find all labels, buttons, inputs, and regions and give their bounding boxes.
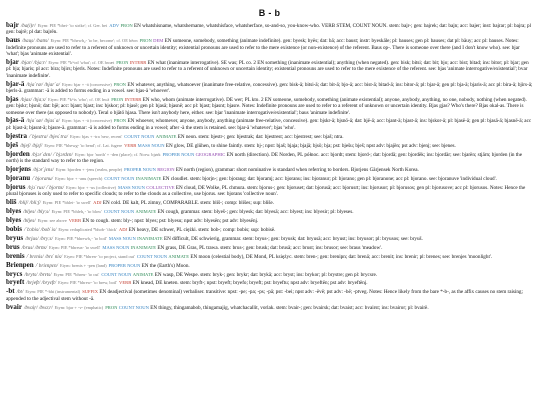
entry-grammar-tag: COUNT NOUN <box>136 253 168 259</box>
entry-grammar-tag: ADJ <box>118 226 128 232</box>
entry-grammar-tag: ANIMATE <box>155 133 177 139</box>
entry-grammar-tag: GEOGRAPHIC <box>195 151 226 157</box>
entry-pronunciation: /bjar/ /bjaːr/ <box>20 59 47 66</box>
entry-grammar-tag: MASS NOUN <box>102 244 130 250</box>
entry-pronunciation: /bvai̯r/ /bvaːr/ <box>23 304 53 311</box>
dictionary-entry <box>6 142 533 149</box>
entry-grammar-tag: MASS NOUN <box>118 184 145 190</box>
entry-pronunciation: /bjɔrˈjɛns/ <box>32 166 54 173</box>
entry-etymology: Etym: PIE *bhewh₂- 'to be, become'; cf. OE bēon <box>50 38 138 44</box>
dictionary-entry <box>6 22 533 36</box>
entry-etymology: Etym: bjor + -us (collective) <box>65 184 117 190</box>
entry-headword: bjas-ä <box>6 116 25 125</box>
entry-pronunciation: /ˈbriɛnpɛn/ <box>35 262 58 269</box>
entry-headword: bjas <box>6 94 19 103</box>
entry-grammar-tag: ANIMATE <box>168 253 190 259</box>
entry-grammar-tag: COUNT NOUN <box>104 175 135 181</box>
entry-definition: EN to cough. stem: bly-; npst: blyes; pst: blyesu; npst adv: blyesën; pst adv: blyesënj. <box>82 217 259 224</box>
entry-pronunciation: /bljes/ <box>23 217 36 224</box>
entry-grammar-tag: COUNT NOUN <box>101 271 132 277</box>
entry-definition: EN the (Earth's) Moon. <box>141 262 190 269</box>
entry-headword: bjorjens <box>6 164 31 173</box>
entry-definition: EN who, whom (animate interrogative). DE wer; PL kto. 2 EN someone, somebody, something (animate existential); anyone, anybody, anything, no one, nobody, nothing (when negated). gen: bjskr; bjsnö; dat: bjë; acc: bjant; bjast; ins: bjskor; pl: bjasë; gen pl: bjasä; bjasnë; acc pl: bjast; bjasnt; bjasre. Notes: Indefinite pronouns are used to refer to a referent of unknown or uncertain identity. Bjas gjas? Who's there? Bjas okal-as. There is someone over there (as opposed to nobody). Teral o bjätö hjasa. There isn't anybody here, either. see: bjar 'inanimate interrogative/existential'; baus 'animate indefinite'. <box>6 96 527 116</box>
dictionary-entry <box>6 166 533 173</box>
entry-grammar-tag: COUNT NOUN <box>104 208 135 214</box>
entry-grammar-tag: VERB <box>68 217 82 223</box>
entry-definition: EN whatshisname, whatshername, whatshisface, whatsherface, so-and-so, you-know-who. VERB STEM, COUNT NOUN. stem: bajr-; gen: bajrek; dat: bajn; acc: bajer; inst: bajrar; pl: bajra; pl gen: bajrë; pl dat: bajrën. <box>6 23 532 36</box>
entry-pronunciation: /brjeft/ /bryɛft/ <box>26 280 57 287</box>
entry-grammar-tag: MASS NOUN <box>108 235 136 241</box>
dictionary-entry <box>6 59 533 79</box>
dictionary-entry <box>6 288 533 302</box>
dictionary-entry <box>6 226 533 233</box>
entry-definition: EN neon. stem: bjestr-; gen: bjestrak; dat: bjestrest; acc: bjestrest; see: bjaš; ntra. <box>177 133 344 140</box>
entry-pronunciation: /bau̯s/ /baʊs/ <box>22 38 49 45</box>
entry-etymology: Etym: bjas + -tra 'new, recent' <box>69 133 123 139</box>
dictionary-entry <box>6 271 533 278</box>
entry-pronunciation: /bjaˈsæ/ /bjasˈa/ <box>26 118 60 125</box>
entry-etymology: Etym: bjar + -ä (concessive) <box>61 81 112 87</box>
entry-headword: bjar <box>6 57 19 66</box>
entry-etymology: Etym: PIE *-bhi (instrumental) <box>25 289 81 295</box>
entry-pronunciation: /bjas/ /bjaːs/ <box>20 96 47 103</box>
entry-grammar-tag: ANIMATE <box>132 271 154 277</box>
entry-etymology: Etym: bjas + -ä (concessive) <box>61 118 112 124</box>
entry-grammar-tag: INTERR <box>129 59 147 65</box>
entry-headword: brus <box>6 242 20 251</box>
dictionary-entry <box>6 304 533 311</box>
entry-headword: Brienpen <box>6 260 34 269</box>
entry-etymology: Etym: bjar + -v- (emphatic) <box>54 304 104 310</box>
entry-grammar-tag: ANIMATE <box>135 208 157 214</box>
dictionary-entry <box>6 117 533 131</box>
dictionary-entry <box>6 253 533 260</box>
entry-etymology: Etym: PIE *bhren- 'to project, stand out' <box>64 253 135 259</box>
entry-definition: EN someone, somebody, something (animate indefinite). gen: byesk; byës; dat: bä; acc: baust; instr: byeskäle; pl: bauses; gen pl: bauses; dat pl: bäuy; acc pl: bauses. Notes: Indefinite pronouns are used to refer to a referent of unknown or uncertain identity; existential pronouns are used to refer to the mere existence (or non-existence) of the referent. Baus op-. There is someone over there (and I don't know who). see: bjar 'what'; bjas 'animate existential'. <box>6 38 520 57</box>
entry-definition: EN cough, grammar. stem: blyeš-; gen: blyesk; dat: blyesä; acc: blyest; ins: blyesir; pl: blyeses. <box>157 208 354 215</box>
entry-grammar-tag: COUNT NOUN <box>118 304 149 310</box>
entry-definition: EN cloud, DE Wolke, PL chmura. stem: bjorus-; gen: bjoruset; dat: bjorusä; acc: bjorusrt; ins: bjorusor; pl: bjorusos; gen pl: bjorusove; acc pl: bjorusos. Notes: Hence the plural bjoruses is only used to refer to specific clouds; to refer to the clouds as a collective, use bjorus. see: bjorans 'collective noun'. <box>6 184 526 198</box>
entry-pronunciation: /bjɔrˈdɛn/ /ˈbjɔrdɛn/ <box>31 151 73 158</box>
entry-pronunciation: /bljes/ /blyːs/ <box>23 208 50 215</box>
entry-headword: -bt <box>6 287 15 296</box>
dictionary-entry <box>6 279 533 286</box>
entry-headword: bjorus <box>6 182 26 191</box>
entry-headword: bliš <box>6 198 17 207</box>
dictionary-entry <box>6 208 533 215</box>
entry-definition: EN whatever, anything, whatsoever (inanimate free-relative, concessive). gen: bisk-ä; bitsi-ä; dat: bit-ä; bjo-ä; acc: bist-ä; bitad-ä; ins: bitor-ä; pl: bjar-ä; gen pl: bja-ä; bjaris-ä; acc pl: bira-ä; bjirs-ä; bjerls-ä. grammar: -ä is added to forms ending in a vowel. see: bjas-ä 'whoever'. <box>6 81 533 94</box>
entry-headword: bobis <box>6 224 22 233</box>
entry-pronunciation: /bliʃ/ /bliːʃ/ <box>18 200 41 207</box>
entry-grammar-tag: ADJ <box>93 200 102 206</box>
entry-etymology: Etym: PIE *bhleh₁- 'to blow' <box>51 208 103 214</box>
entry-definition: EN moon (celestial body), DE Mond, PL księżyc. stem: bren-; gen: brenipn; dat: brenä; acc: brenit; ins: brenir; pl: brenes; see: brenjes 'moonlight'. <box>190 253 493 260</box>
entry-grammar-tag: PROPER NOUN <box>162 151 195 157</box>
entry-grammar-tag: REGION <box>157 166 175 172</box>
dictionary-entry <box>6 151 533 165</box>
entry-definition: EN cold. DE kalt, PL zimny, COMPARABLE. stem: bliš-; comp: blišes; sup: bliše. <box>102 200 274 207</box>
entry-headword: blyes <box>6 215 22 224</box>
entry-definition: EN cloudlet. stem: bjorjn-; gen: bjorang; dat: bjoramj; acc: bjoranu; ins: bjoranur; pl: bjorano; gen pl: bjoranone; acc pl: bjorano. see: bjoranuve 'individual cloud'. <box>162 175 497 182</box>
dictionary-entry <box>6 81 533 95</box>
entry-pronunciation: /brjus/ /bryːs/ <box>25 235 53 242</box>
entry-headword: bjoranu <box>6 173 31 182</box>
entry-pronunciation: /ˈbjoranu/ <box>32 175 53 182</box>
entry-headword: brycs <box>6 269 23 278</box>
entry-grammar-tag: INANIMATE <box>135 175 162 181</box>
entry-etymology: Etym: PIE *bhreus- 'to swell' <box>49 244 101 250</box>
entry-grammar-tag: ADV <box>109 23 120 28</box>
entry-definition: EN north (region), grammar: short nominative is standard when referring to borders. Bjorjens Gärjensek North Korea. <box>175 166 419 173</box>
entry-grammar-tag: MASS NOUN <box>137 142 165 148</box>
entry-grammar-tag: DEM <box>153 38 164 44</box>
entry-headword: bjar-ä <box>6 79 25 88</box>
entry-definition: EN whoever, whomever, anyone, anybody, anything (animate free-relative, concessive). gen: bjskr-ä; bjsnö-ä; dat: bjë-ä; acc: bjant-ä; bjast-ä; ins: bjskor-ä; pl: bjasë-ä; gen pl: bjasä-ä; bjasnë-ä; acc pl: bjast-ä; bjasnt-ä; bjasre-ä. grammar: -ä is added to forms ending in a vowel; after -ä the stem is retained. see: bjar-ä 'whatever'; bjas 'who'. <box>6 118 532 131</box>
entry-grammar-tag: PRON <box>105 304 118 310</box>
dictionary-entry <box>6 184 533 198</box>
dictionary-entry <box>6 133 533 140</box>
entry-definition: EN wasp, DE Wespe. stem: bryk-; gen: brykr; dat: brykä; acc: bryst; ins: brykor; pl: brystre; gen pl: brycsre. <box>154 271 378 278</box>
entry-pronunciation: /bt/ <box>16 289 24 296</box>
entry-grammar-tag: VERB <box>124 142 137 148</box>
dictionary-entry <box>6 262 533 269</box>
entry-grammar-tag: PRON <box>113 81 127 87</box>
entry-grammar-tag: COUNT NOUN <box>124 133 155 139</box>
entry-headword: brenis <box>6 251 25 260</box>
entry-definition: EN heavy, DE schwer, PL ciężki. stem: bob-; comp: bobis; sup: bobisë. <box>128 226 276 233</box>
dictionary-entry <box>6 37 533 57</box>
entry-headword: bvair <box>6 302 22 311</box>
entry-pronunciation: /bryts/ /brʏts/ <box>24 271 52 278</box>
entry-pronunciation: /ba(i)r/ <box>20 23 36 29</box>
entry-definition: EN knead, DE kneten. stem: bryft-; npst: bryeft; bryefo; bryeft; pst: bryeftu; npst adv: bryeftën; pst adv: bryeftënj. <box>132 280 368 287</box>
entry-pronunciation: /bjɔˈrus/ /ˈbjorʊs/ <box>27 184 64 191</box>
entry-pronunciation: /bjeʃ/ /bjɛʃ/ <box>20 142 43 149</box>
entry-etymology: Etym: bjor 'north' + -den (place); cf. Norw. bjørk <box>74 151 161 157</box>
entry-etymology: Etym: brenis + -pen (land) <box>59 262 107 268</box>
entry-headword: bješ <box>6 140 19 149</box>
entry-grammar-tag: INANIMATE <box>130 244 157 250</box>
entry-grammar-tag: SUFFIX <box>82 289 99 295</box>
entry-headword: bryus <box>6 233 24 242</box>
dictionary-entry <box>6 175 533 182</box>
entry-grammar-tag: VERB <box>119 280 132 286</box>
entry-headword: bjestra <box>6 131 27 140</box>
dictionary-entry <box>6 235 533 242</box>
entry-pronunciation: /bjaˈræ/ /bjarˈa/ <box>26 81 60 88</box>
entry-definition: EN glow, DE glühen, to shine faintly. stem: bj-; npst: bjaš; bjaja; bjajä; bjsö; bja; pst: bješu; bješ; npst adv: bjajën; pst adv: bjenj; see: bjenes. <box>165 142 456 149</box>
entry-headword: baus <box>6 36 21 45</box>
entry-grammar-tag: PRON <box>111 96 124 102</box>
entry-grammar-tag: INTERR <box>124 96 142 102</box>
entry-etymology: Etym: PIE *bhrew- 'to brew, boil' <box>58 280 118 286</box>
entry-definition: EN deadjectival (sometimes denominal) verbaliser. transitive: npst: -pe; -pa; -ps; -pä; pst: -bei; npst adv: -ëvë; pst adv: -bë; -ptveg. Notes: Hence likely from the bare *-b-, as the affix causes no stem raising; appended to the adjectival stem without -ä. <box>6 289 523 302</box>
dictionary-entry <box>6 199 533 206</box>
entry-etymology: Etym: reduplicated *bhob- 'thick' <box>58 226 117 232</box>
entry-grammar-tag: PRON <box>120 23 133 28</box>
entry-headword: bryeft <box>6 278 25 287</box>
entry-grammar-tag: INANIMATE <box>137 235 163 241</box>
entry-headword: bjorden <box>6 149 30 158</box>
entry-etymology: Etym: PIE *kʷod 'what'; cf. OE hwæt <box>48 59 115 65</box>
entry-headword: bajr <box>6 21 19 29</box>
entry-etymology: Etym: PIE *bhewg- 'to bend'; cf. Lat. fugere <box>44 142 123 148</box>
entry-definition: EN grass, DE Gras, PL trawa. stem: brus-; gen: brusk; dat: brusä; acc: brust; ins: brusor; see: braus 'meadow'. <box>157 244 383 251</box>
entry-grammar-tag: PRON <box>139 38 152 44</box>
section-heading: B - b <box>258 8 281 18</box>
entry-pronunciation: /ˈbɔbis/ /bobˈis/ <box>23 226 57 233</box>
entry-etymology: Etym: bjor + -anu (speech) <box>54 175 103 181</box>
entry-definition: EN difficult, DE schwierig, grammar. stem: bryus-; gen: bryusk; dat: bryusä; acc: bryust; ins: bryusor; pl: bryusos; see: bryuš. <box>163 235 423 242</box>
entry-pronunciation: /brus/ /brʊs/ <box>21 244 48 251</box>
entry-pronunciation: /ˈbjestra/ /bjesˈtra/ <box>29 133 68 140</box>
dictionary-entry <box>6 244 533 251</box>
entry-etymology: Etym: see above <box>37 217 67 223</box>
entry-grammar-tag: PRON <box>116 59 129 65</box>
entry-etymology: Etym: PIE *bhlei- 'to swell' <box>42 200 92 206</box>
entry-headword: blyes <box>6 206 22 215</box>
entry-etymology: Etym: PIE *bhreu- 'to cut' <box>53 271 100 277</box>
entry-etymology: Etym: PIE *kʷis 'who'; cf. OE hwā <box>48 96 110 102</box>
entry-etymology: Etym: PIE *bhei- 'to strike'; cf. Ger. bei <box>37 23 108 28</box>
entry-definition: EN north (direction). DE Norden, PL północ. acc: bjordt; stem: bjord-; dat: bjordä; gen: bjordëk; ins: bjordär; see: bjarën; stjärn; bjorden (in the north) is the standard way to refer to the region. <box>6 151 523 164</box>
entry-list <box>6 22 533 311</box>
entry-definition: EN thingy, thingamabob, thingamajig, whatchacallit, vorlak. stem: bvair-; gen: bvairsk; dat: bvaist; acc: bvairst; ins: bvairor; pl: bvairë. <box>150 304 429 311</box>
entry-grammar-tag: COLLECTIVE <box>146 184 175 190</box>
entry-grammar-tag: PROPER NOUN <box>124 166 156 172</box>
entry-definition: EN what (inanimate interrogative). SE was; PL co. 2 EN something (inanimate existential); anything (when negated). gen: bisk; bitsi; dat: bit; bjo; acc: bist; bitad; ins: bitor; pl: bjar; gen pl: bja; bjaris; pl acc: bira; bjirs; bjerls. Notes: Indefinite pronouns are used to refer to a referent of unknown or uncertain identity; existential pronouns are used to refer to the mere existence of the referent. see: bjas 'animate interrogative/existential'; bvar 'inanimate indefinite'. <box>6 59 529 79</box>
entry-etymology: Etym: bjorden + -jens (realm, people) <box>55 166 123 172</box>
dictionary-entry <box>6 96 533 116</box>
entry-grammar-tag: PROPER NOUN <box>108 262 141 268</box>
entry-grammar-tag: PRON <box>113 118 127 124</box>
dictionary-entry <box>6 217 533 224</box>
entry-pronunciation: /ˈbrɛnis/ /brɛˈnis/ <box>26 253 63 260</box>
entry-etymology: Etym: PIE *bhrewh₁- 'to boil' <box>54 235 107 241</box>
